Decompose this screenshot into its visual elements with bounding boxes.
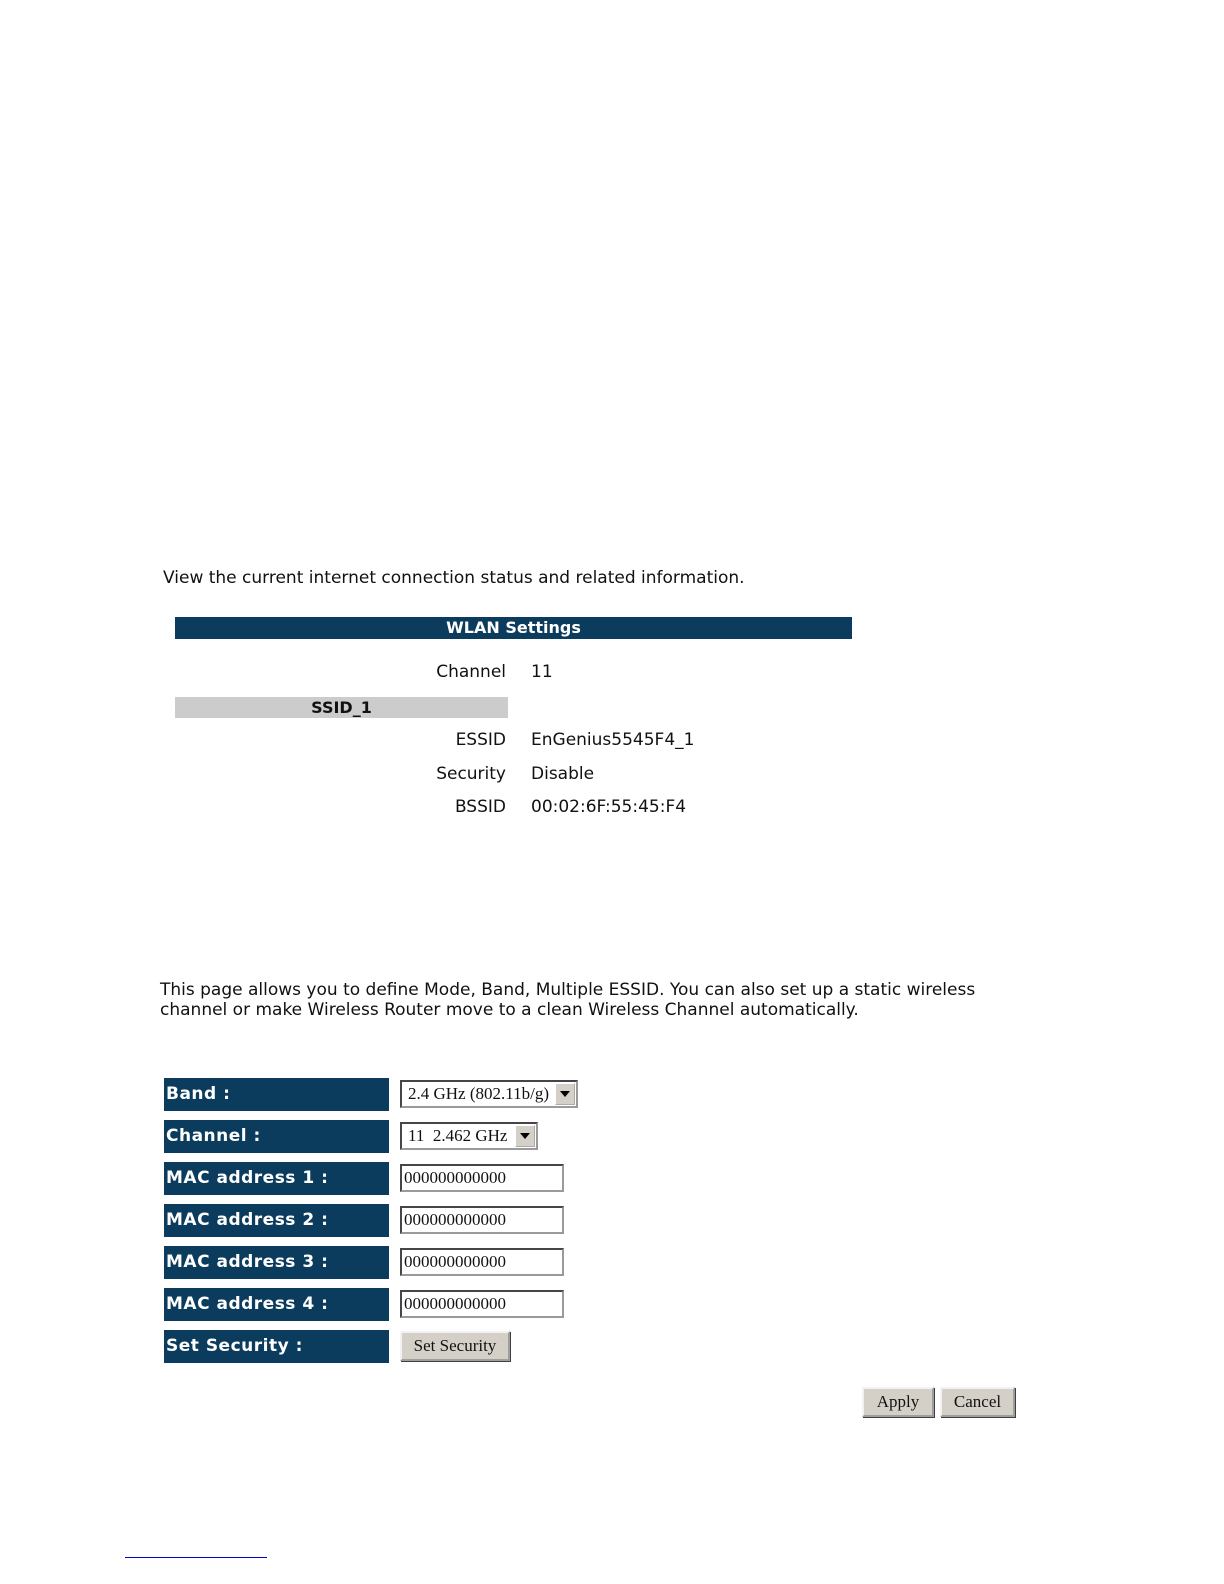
mac-address-1-input[interactable]: 000000000000: [400, 1164, 564, 1192]
status-essid-value: EnGenius5545F4_1: [531, 730, 695, 750]
status-channel-value: 11: [531, 662, 553, 682]
channel-label: Channel :: [164, 1120, 389, 1153]
mac-address-4-label: MAC address 4 :: [164, 1288, 389, 1321]
status-essid-label: ESSID: [455, 730, 506, 750]
mac-address-2-label: MAC address 2 :: [164, 1204, 389, 1237]
chevron-down-icon[interactable]: [515, 1125, 535, 1147]
settings-intro-text: This page allows you to define Mode, Band, Multiple ESSID. You can also set up a static wireless channel or make Wireless Router move to a clean Wireless Channel automatically.: [160, 980, 976, 1020]
status-intro-text: View the current internet connection status and related information.: [163, 568, 745, 588]
ssid-section-header: SSID_1: [175, 697, 508, 718]
band-label: Band :: [164, 1078, 389, 1111]
channel-select-value: 11 2.462 GHz: [408, 1126, 508, 1145]
mac-address-3-input[interactable]: 000000000000: [400, 1248, 564, 1276]
apply-button[interactable]: Apply: [862, 1387, 934, 1417]
channel-select[interactable]: [400, 1122, 538, 1150]
wlan-settings-header: WLAN Settings: [175, 617, 852, 639]
mac-address-2-input[interactable]: 000000000000: [400, 1206, 564, 1234]
set-security-button[interactable]: Set Security: [400, 1331, 510, 1361]
band-select-value: 2.4 GHz (802.11b/g): [408, 1084, 550, 1103]
status-security-label: Security: [436, 764, 506, 784]
status-security-value: Disable: [531, 764, 595, 784]
status-bssid-value: 00:02:6F:55:45:F4: [531, 797, 687, 817]
chevron-down-icon[interactable]: [555, 1083, 575, 1105]
set-security-label: Set Security :: [164, 1330, 389, 1363]
mac-address-1-label: MAC address 1 :: [164, 1162, 389, 1195]
cancel-button[interactable]: Cancel: [940, 1387, 1015, 1417]
status-channel-label: Channel: [436, 662, 506, 682]
footer-divider: [125, 1557, 267, 1558]
band-select[interactable]: [400, 1080, 578, 1108]
status-bssid-label: BSSID: [454, 797, 506, 817]
mac-address-4-input[interactable]: 000000000000: [400, 1290, 564, 1318]
mac-address-3-label: MAC address 3 :: [164, 1246, 389, 1279]
